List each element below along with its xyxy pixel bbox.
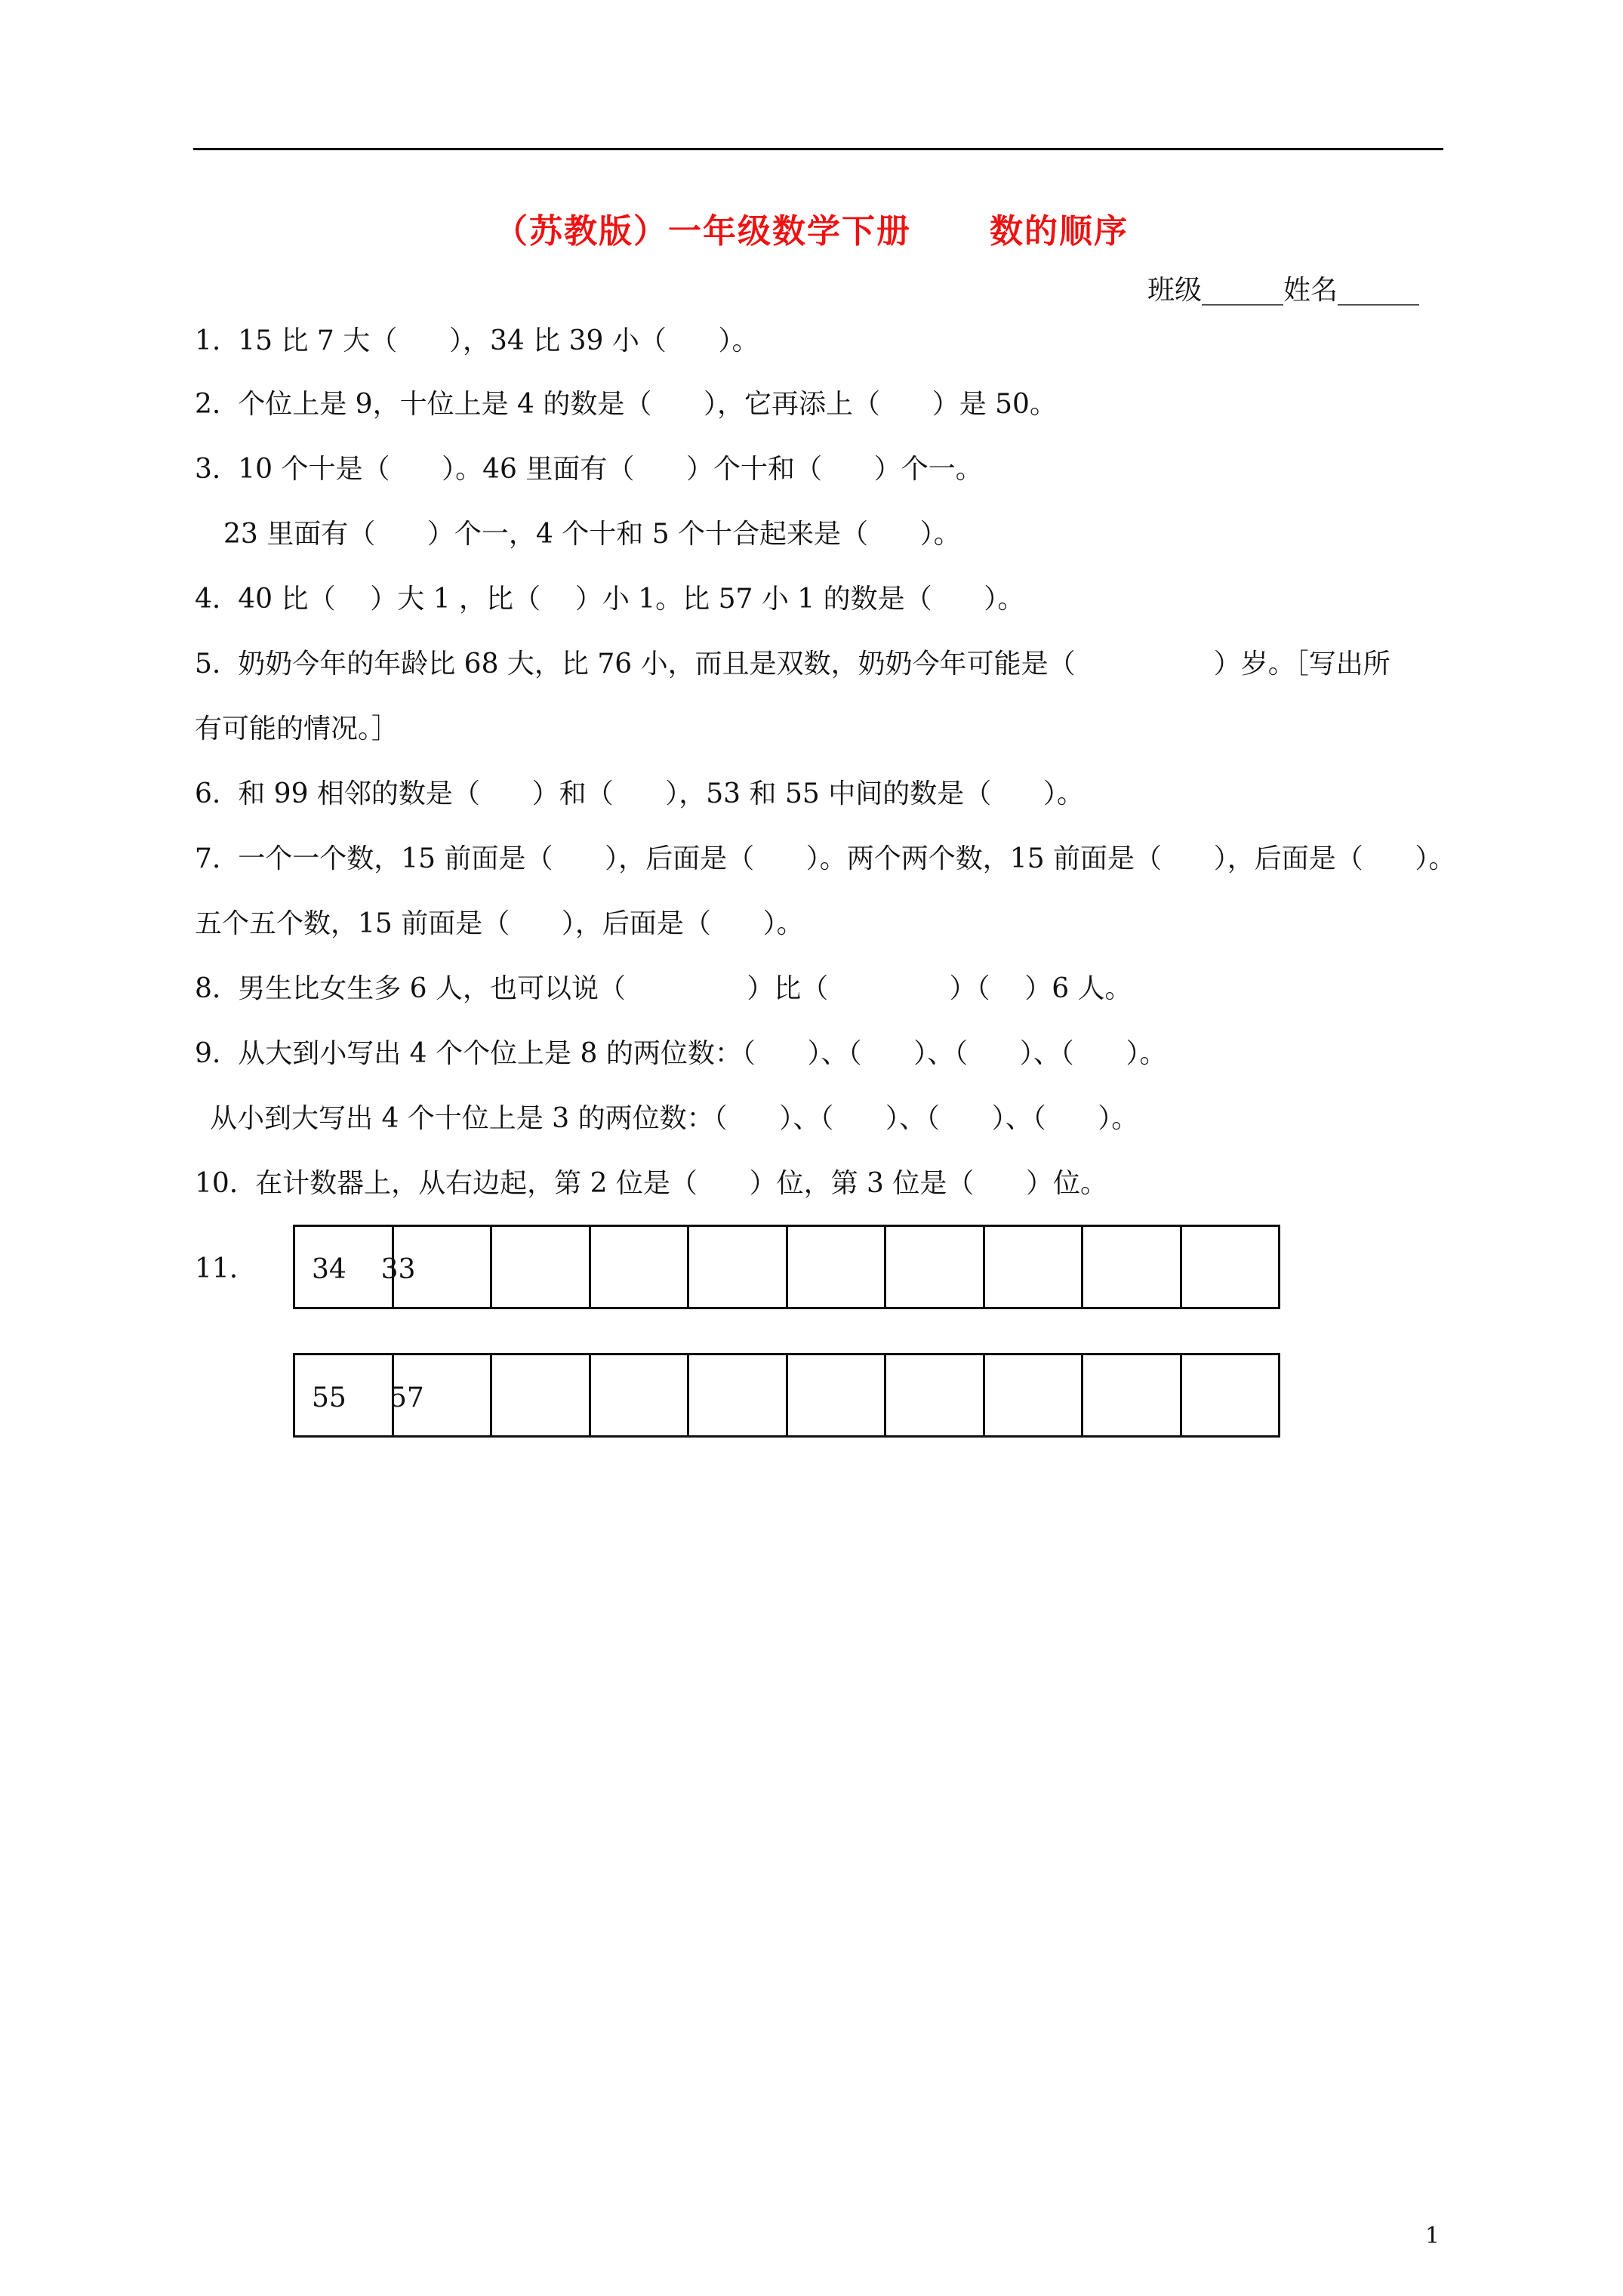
question-2: 2. 个位上是 9，十位上是 4 的数是（ ），它再添上（ ）是 50。 — [195, 389, 1057, 420]
grid-cell[interactable] — [1182, 1355, 1279, 1435]
question-7: 7. 一个一个数，15 前面是（ ），后面是（ ）。两个两个数，15 前面是（ ），后面是（ ）。 — [195, 843, 1456, 874]
grid-cell[interactable] — [689, 1355, 788, 1435]
grid-cell[interactable] — [591, 1355, 690, 1435]
grid-cell[interactable] — [788, 1227, 887, 1307]
question-5-cont: 有可能的情况。］ — [195, 713, 399, 744]
question-1: 1. 15 比 7 大（ ），34 比 39 小（ ）。 — [195, 325, 759, 356]
grid-row-1-text: 34 33 — [312, 1254, 416, 1285]
question-5: 5. 奶奶今年的年龄比 68 大，比 76 小，而且是双数，奶奶今年可能是（ ）岁。［写出所 — [195, 649, 1390, 680]
grid-cell[interactable] — [295, 1227, 416, 1307]
grid-cell[interactable] — [295, 1355, 424, 1435]
page-title: （苏教版）一年级数学下册 数的顺序 — [494, 212, 1129, 251]
question-9: 9. 从大到小写出 4 个个位上是 8 的两位数：（ ）、（ ）、（ ）、（ ）。 — [195, 1038, 1167, 1069]
question-6: 6. 和 99 相邻的数是（ ）和（ ），53 和 55 中间的数是（ ）。 — [195, 778, 1084, 809]
number-grid-row-2 — [293, 1353, 1280, 1438]
grid-cell[interactable] — [886, 1227, 985, 1307]
question-3: 3. 10 个十是（ ）。46 里面有（ ）个十和（ ）个一。 — [195, 454, 983, 485]
question-7-cont: 五个五个数，15 前面是（ ），后面是（ ）。 — [195, 908, 804, 939]
grid-cell[interactable] — [492, 1355, 591, 1435]
header-rule — [193, 148, 1443, 150]
question-4: 4. 40 比（ ）大 1 ，比（ ）小 1。比 57 小 1 的数是（ ）。 — [195, 584, 1025, 615]
question-9-cont: 从小到大写出 4 个十位上是 3 的两位数：（ ）、（ ）、（ ）、（ ）。 — [210, 1103, 1139, 1134]
grid-cell[interactable] — [788, 1355, 887, 1435]
grid-cell[interactable] — [985, 1227, 1084, 1307]
grid-cell[interactable] — [1083, 1355, 1182, 1435]
question-11-label: 11. — [195, 1253, 239, 1284]
class-name-line: 班级______姓名______ — [1147, 275, 1420, 306]
grid-cell[interactable] — [1083, 1227, 1182, 1307]
grid-cell[interactable] — [591, 1227, 690, 1307]
page-number: 1 — [1425, 2223, 1440, 2249]
grid-row-2-text: 55 57 — [312, 1382, 424, 1413]
question-10: 10. 在计数器上，从右边起，第 2 位是（ ）位，第 3 位是（ ）位。 — [195, 1168, 1108, 1199]
grid-cell[interactable] — [985, 1355, 1084, 1435]
grid-cell[interactable] — [689, 1227, 788, 1307]
grid-cell[interactable] — [1182, 1227, 1279, 1307]
grid-cell[interactable] — [492, 1227, 591, 1307]
question-8: 8. 男生比女生多 6 人，也可以说（ ）比（ ）（ ）6 人。 — [195, 973, 1132, 1004]
grid-cell[interactable] — [886, 1355, 985, 1435]
question-3-cont: 23 里面有（ ）个一，4 个十和 5 个十合起来是（ ）。 — [223, 519, 961, 550]
number-grid-row-1 — [293, 1225, 1280, 1309]
